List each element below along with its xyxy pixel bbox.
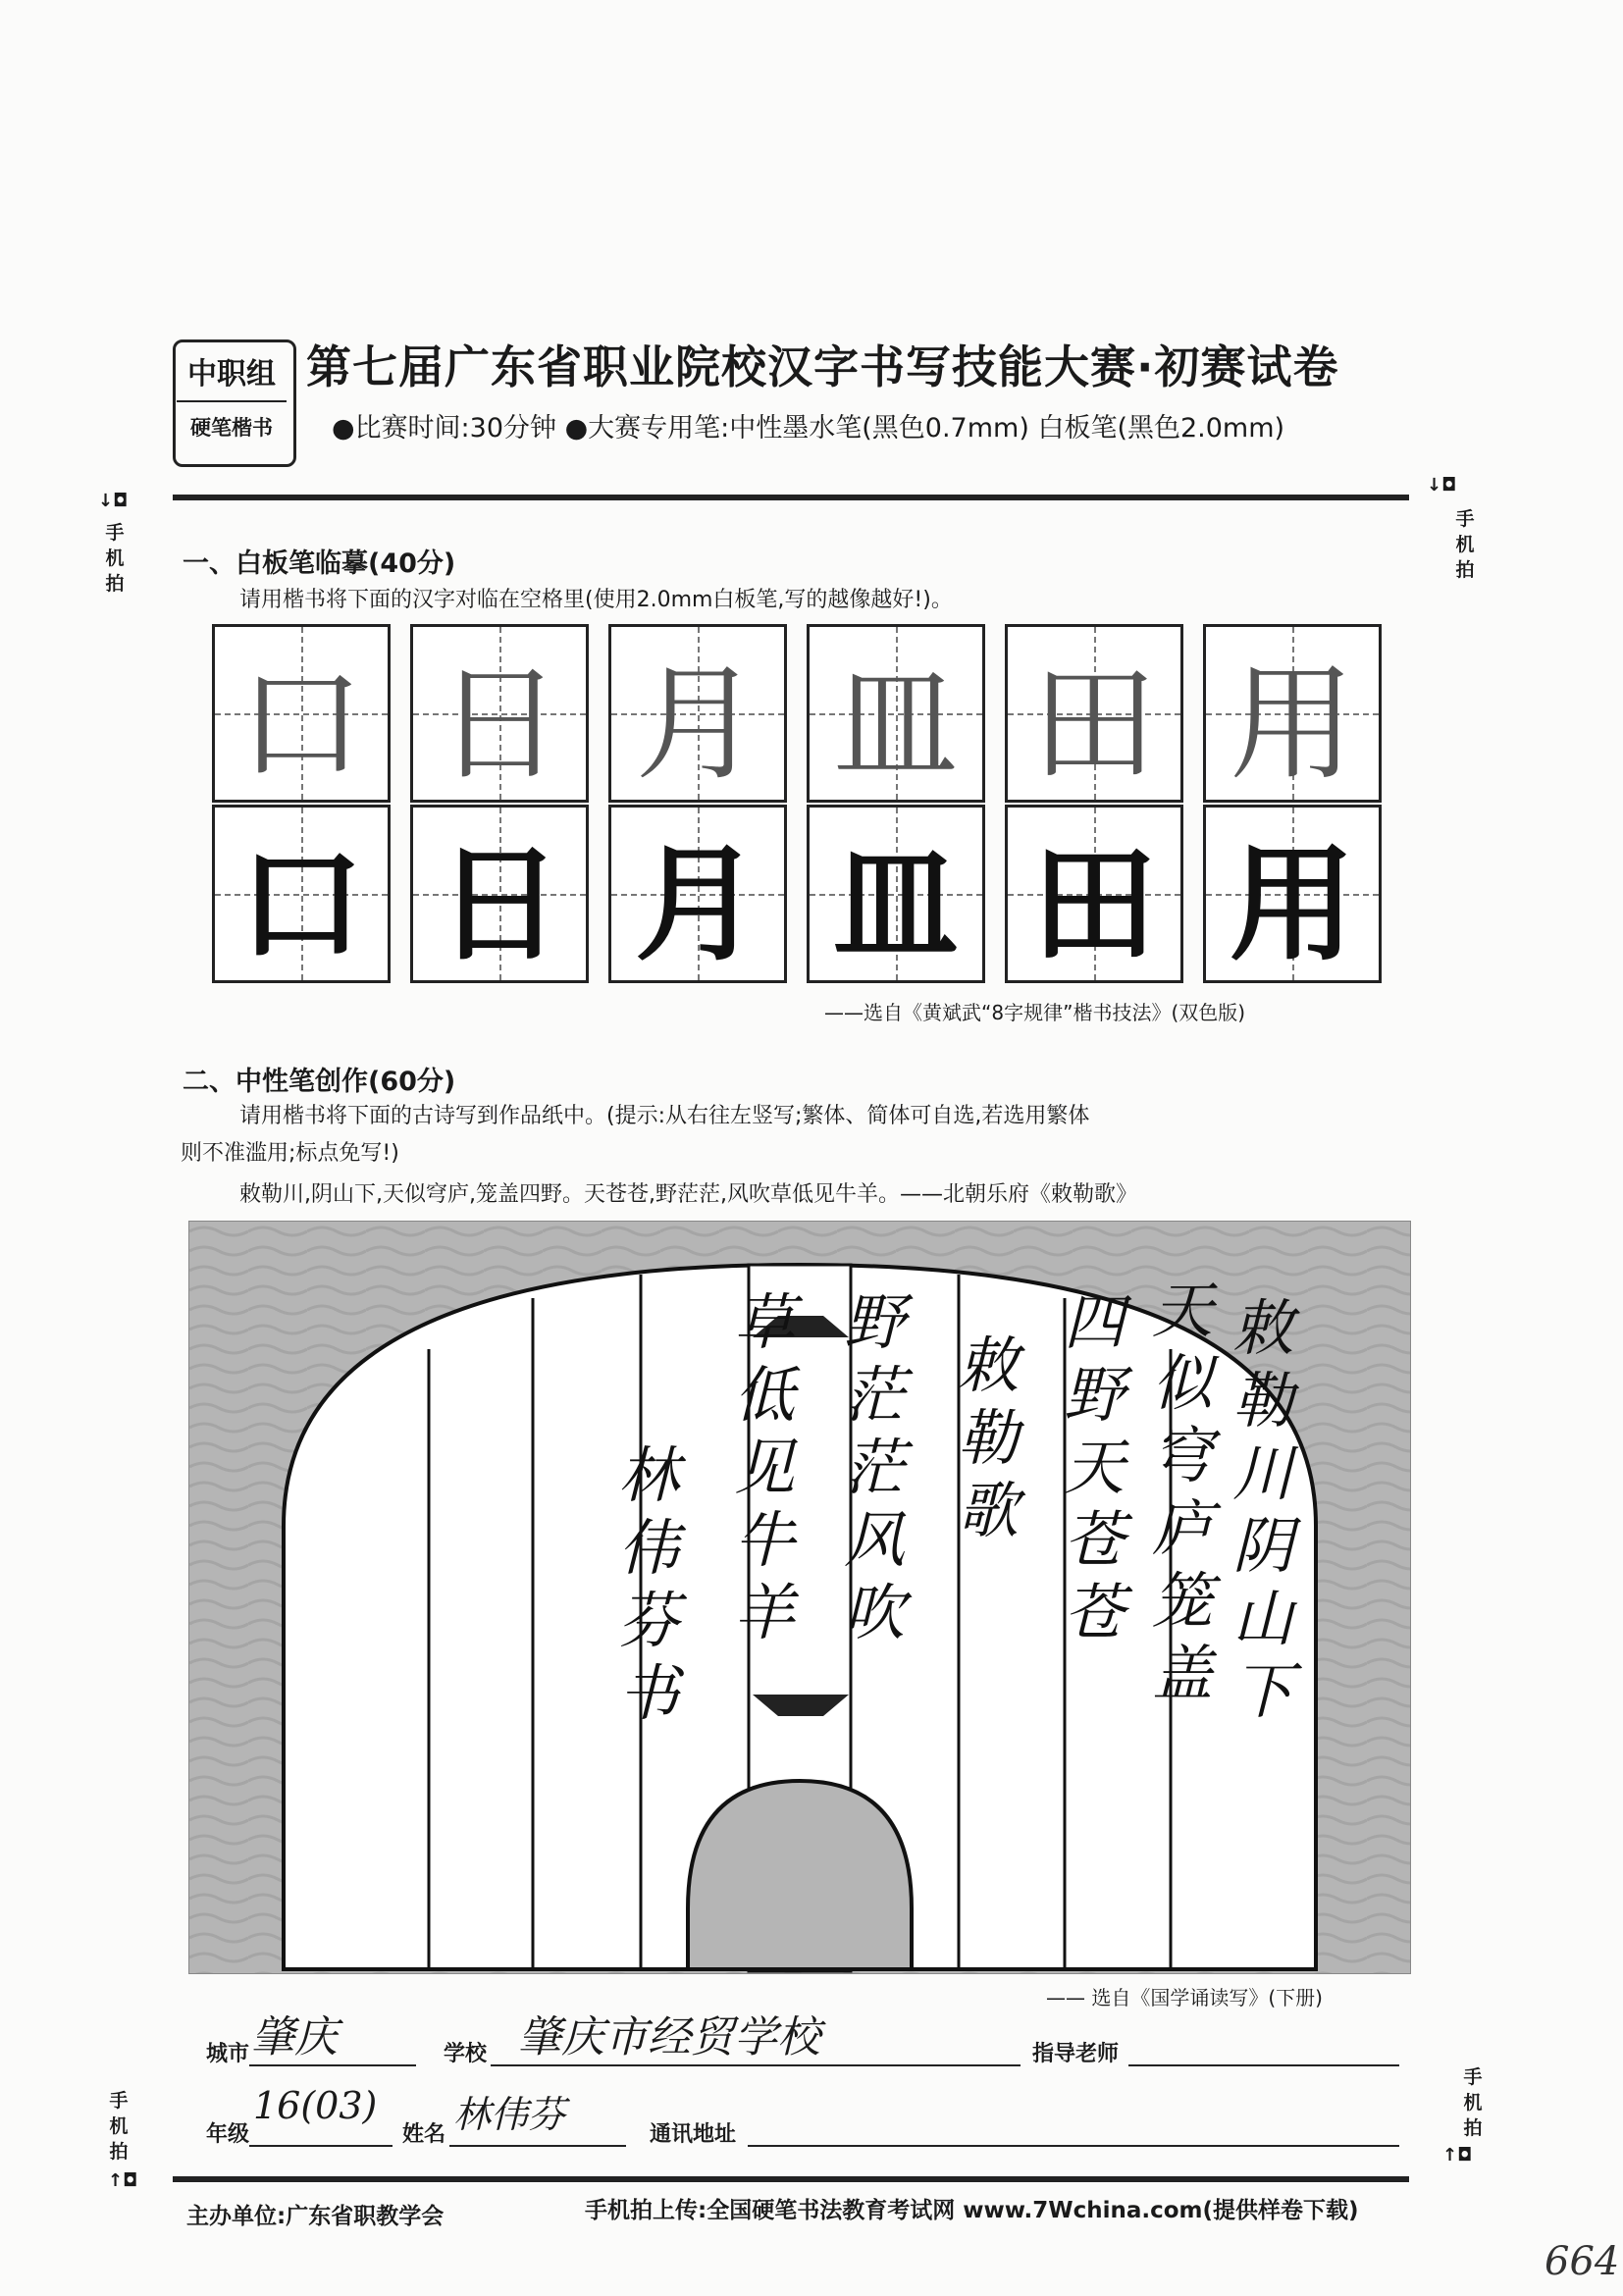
poem-char: 野 — [844, 1286, 906, 1358]
school-label: 学校 — [444, 2042, 488, 2066]
copy-char: 皿 — [832, 832, 959, 978]
poem-char: 苍 — [1064, 1577, 1126, 1648]
address-label: 通讯地址 — [650, 2122, 737, 2147]
model-cell — [1005, 624, 1183, 803]
poem-column — [1064, 1286, 1125, 1649]
poem-column — [1232, 1292, 1293, 1728]
model-char: 日 — [436, 652, 562, 798]
signature-column — [618, 1439, 679, 1730]
model-char: 田 — [1030, 652, 1157, 798]
model-cell — [410, 624, 589, 803]
copy-cell[interactable] — [608, 805, 787, 983]
section1-credit: ——选自《黄斌武“8字规律”楷书技法》(双色版) — [824, 1001, 1246, 1024]
teacher-label: 指导老师 — [1032, 2042, 1120, 2066]
model-char-row — [212, 624, 1389, 807]
side-label-top-left: 手机拍 — [105, 522, 125, 595]
side-label-top-right: 手机拍 — [1455, 508, 1475, 581]
poem-char: 山 — [1232, 1583, 1294, 1654]
model-cell — [807, 624, 985, 803]
poem-char: 林 — [618, 1439, 680, 1511]
city-underline — [249, 2064, 416, 2066]
poem-char: 川 — [1232, 1437, 1294, 1509]
poem-char: 天 — [1152, 1275, 1214, 1346]
school-field[interactable]: 肇庆市经贸学校 — [518, 2012, 820, 2062]
poem-char: 苍 — [1064, 1504, 1126, 1576]
badge-style: 硬笔楷书 — [190, 416, 273, 440]
poem-column — [734, 1286, 795, 1649]
poem-char: 见 — [734, 1432, 796, 1503]
poem-char: 庐 — [1152, 1492, 1214, 1564]
model-char: 口 — [237, 652, 364, 798]
section2-heading: 二、中性笔创作(60分) — [183, 1067, 456, 1097]
poem-char: 敕 — [958, 1330, 1020, 1401]
poem-char: 书 — [618, 1657, 680, 1729]
work-paper — [188, 1221, 1411, 1974]
copy-char: 口 — [237, 832, 364, 978]
poem-char: 伟 — [618, 1512, 680, 1584]
model-cell — [608, 624, 787, 803]
copy-char: 用 — [1229, 832, 1355, 978]
poem-char: 风 — [844, 1504, 906, 1576]
upload-text: 手机拍上传:全国硬笔书法教育考试网 www.7Wchina.com(提供样卷下载) — [585, 2198, 1359, 2223]
grade-underline — [249, 2145, 393, 2147]
name-underline — [449, 2145, 626, 2147]
copy-char-row — [212, 805, 1389, 987]
camera-icon-bottom-left: ↑◘ — [108, 2170, 138, 2191]
city-field[interactable]: 肇庆 — [251, 2012, 338, 2062]
organizer-text: 主办单位:广东省职教学会 — [186, 2204, 445, 2229]
copy-cell[interactable] — [807, 805, 985, 983]
poem-char: 勒 — [1232, 1365, 1294, 1436]
model-cell — [212, 624, 391, 803]
poem-char: 吹 — [844, 1577, 906, 1648]
footer-divider — [173, 2176, 1409, 2182]
side-label-bottom-right: 手机拍 — [1463, 2066, 1483, 2139]
poem-char: 草 — [734, 1286, 796, 1358]
poem-char: 低 — [734, 1359, 796, 1431]
poem-char: 芬 — [618, 1585, 680, 1656]
exam-title: 第七届广东省职业院校汉字书写技能大赛·初赛试卷 — [306, 340, 1339, 393]
model-char: 月 — [634, 652, 760, 798]
grade-field[interactable]: 16(03) — [253, 2084, 378, 2127]
section2-instruction-line1: 请用楷书将下面的古诗写到作品纸中。(提示:从右往左竖写;繁体、简体可自选,若选用繁体 — [239, 1104, 1090, 1128]
poem-char: 羊 — [734, 1577, 796, 1648]
badge-group: 中职组 — [177, 349, 287, 402]
camera-icon-bottom-right: ↑◘ — [1442, 2145, 1473, 2166]
poem-char: 盖 — [1152, 1638, 1214, 1709]
page-number: 664 — [1544, 2239, 1620, 2284]
section1-instruction: 请用楷书将下面的汉字对临在空格里(使用2.0mm白板笔,写的越像越好!)。 — [239, 588, 953, 612]
poem-title-column — [958, 1330, 1019, 1547]
poem-char: 四 — [1064, 1286, 1126, 1358]
copy-cell[interactable] — [212, 805, 391, 983]
poem-char: 茫 — [844, 1432, 906, 1503]
teacher-underline — [1128, 2064, 1399, 2066]
poem-char: 勒 — [958, 1402, 1020, 1474]
copy-cell[interactable] — [1005, 805, 1183, 983]
camera-icon-top-left: ↓◘ — [98, 491, 129, 511]
poem-char: 茫 — [844, 1359, 906, 1431]
model-char: 皿 — [832, 652, 959, 798]
poem-column — [844, 1286, 905, 1649]
header-divider — [173, 495, 1409, 500]
poem-char: 阴 — [1232, 1510, 1294, 1582]
section1-heading: 一、白板笔临摹(40分) — [183, 548, 456, 579]
copy-cell[interactable] — [1203, 805, 1382, 983]
poem-char: 天 — [1064, 1432, 1126, 1503]
poem-char: 似 — [1152, 1347, 1214, 1419]
poem-columns — [189, 1222, 1410, 1973]
poem-char: 敕 — [1232, 1292, 1294, 1364]
camera-icon-top-right: ↓◘ — [1427, 475, 1457, 496]
copy-cell[interactable] — [410, 805, 589, 983]
poem-char: 牛 — [734, 1504, 796, 1576]
poem-char: 下 — [1232, 1655, 1294, 1727]
section2-instruction-line2: 则不准滥用;标点免写!) — [181, 1141, 399, 1166]
poem-char: 野 — [1064, 1359, 1126, 1431]
poem-column — [1152, 1275, 1213, 1710]
school-underline — [491, 2064, 1021, 2066]
copy-char: 田 — [1030, 832, 1157, 978]
copy-char: 日 — [436, 832, 562, 978]
copy-char: 月 — [634, 832, 760, 978]
section2-credit: —— 选自《国学诵读写》(下册) — [1046, 1986, 1323, 2009]
poem-char: 歌 — [958, 1475, 1020, 1546]
model-char: 用 — [1229, 652, 1355, 798]
poem-char: 穹 — [1152, 1420, 1214, 1491]
name-label: 姓名 — [402, 2122, 446, 2147]
poem-char: 笼 — [1152, 1565, 1214, 1637]
side-label-bottom-left: 手机拍 — [109, 2090, 129, 2163]
model-cell — [1203, 624, 1382, 803]
poem-text: 敕勒川,阴山下,天似穹庐,笼盖四野。天苍苍,野茫茫,风吹草低见牛羊。——北朝乐府《敕勒歌》 — [239, 1182, 1137, 1207]
address-underline — [748, 2145, 1399, 2147]
exam-subtitle: ●比赛时间:30分钟 ●大赛专用笔:中性墨水笔(黑色0.7mm) 白板笔(黑色2.0mm) — [332, 413, 1285, 444]
grade-label: 年级 — [206, 2122, 250, 2147]
name-field[interactable]: 林伟芬 — [453, 2093, 566, 2136]
city-label: 城市 — [206, 2042, 250, 2066]
